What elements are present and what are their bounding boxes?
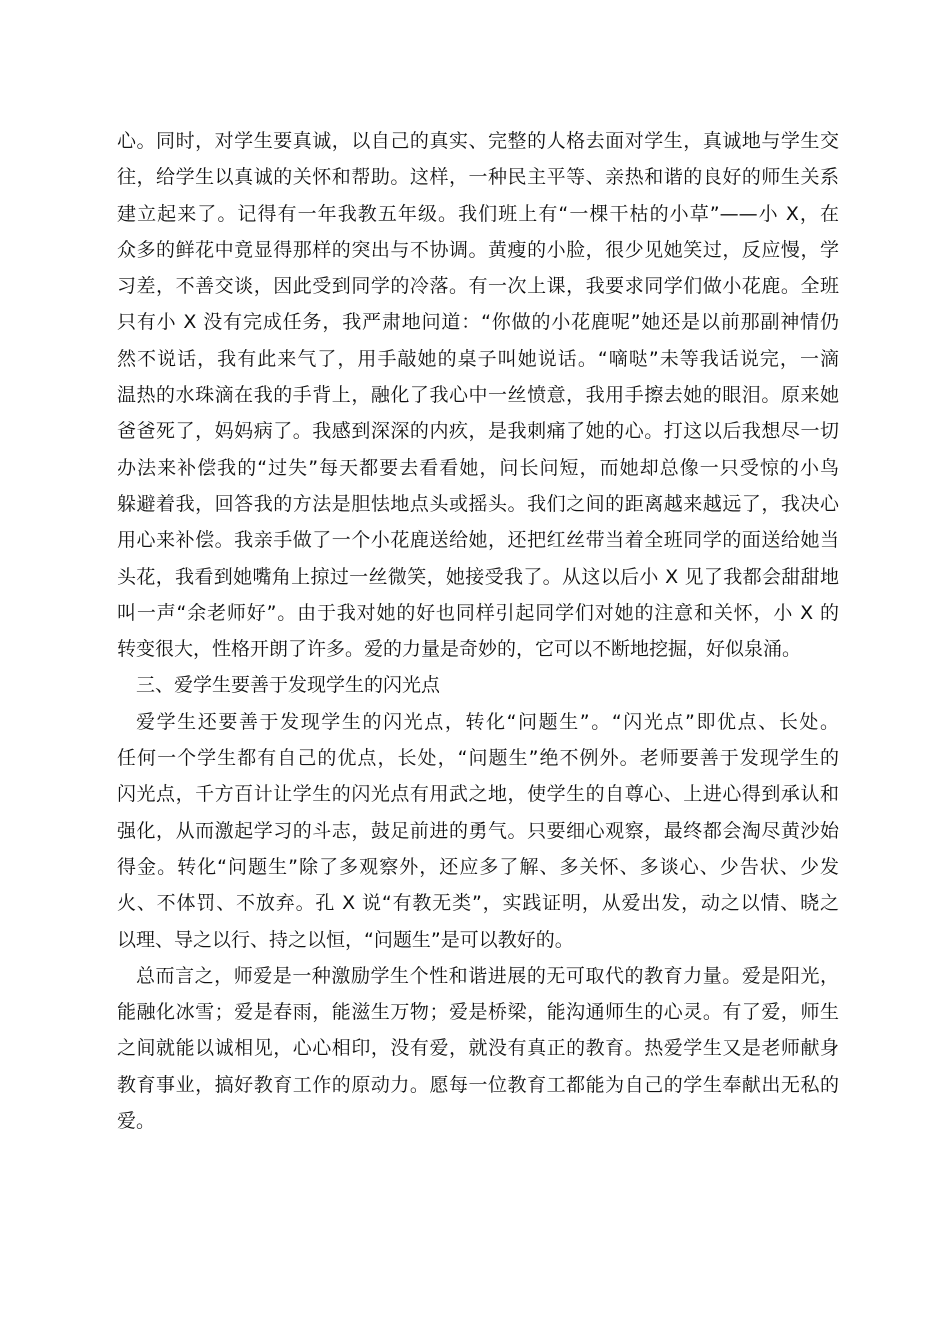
text-line: 爱学生还要善于发现学生的闪光点，转化“问题生”。“闪光点”即优点、长处。 xyxy=(136,710,839,733)
text-line: 闪光点，千方百计让学生的闪光点有用武之地，使学生的自尊心、上进心得到承认和 xyxy=(117,783,839,806)
text-line: 心。同时，对学生要真诚，以自己的真实、完整的人格去面对学生，真诚地与学生交 xyxy=(117,130,839,152)
text-line: 教育事业，搞好教育工作的原动力。愿每一位教育工都能为自己的学生奉献出无私的 xyxy=(117,1073,839,1096)
text-line: 头花，我看到她嘴角上掠过一丝微笑，她接受我了。从这以后小 X 见了我都会甜甜地 xyxy=(117,565,839,588)
text-line: 温热的水珠滴在我的手背上，融化了我心中一丝愤意，我用手擦去她的眼泪。原来她 xyxy=(117,384,839,407)
document-body xyxy=(117,123,839,1139)
text-line: 只有小 X 没有完成任务，我严肃地问道：“你做的小花鹿呢”她还是以前那副神情仍 xyxy=(117,311,839,334)
text-line: 之间就能以诚相见，心心相印，没有爱，就没有真正的教育。热爱学生又是老师献身 xyxy=(117,1037,839,1060)
paragraph-2 xyxy=(117,704,839,958)
paragraph-3 xyxy=(117,958,839,1139)
text-line: 总而言之，师爱是一种激励学生个性和谐进展的无可取代的教育力量。爱是阳光， xyxy=(136,964,839,987)
text-line: 爱。 xyxy=(117,1110,156,1133)
text-line: 建立起来了。记得有一年我教五年级。我们班上有“一棵干枯的小草”——小 X，在 xyxy=(117,202,839,225)
text-line: 爸爸死了，妈妈病了。我感到深深的内疚，是我刺痛了她的心。打这以后我想尽一切 xyxy=(117,420,839,443)
text-line: 用心来补偿。我亲手做了一个小花鹿送给她，还把红丝带当着全班同学的面送给她当 xyxy=(117,529,839,552)
text-line: 火、不体罚、不放弃。孔 X 说“有教无类”，实践证明，从爱出发，动之以情、晓之 xyxy=(117,892,839,915)
text-line: 办法来补偿我的“过失”每天都要去看看她，问长问短，而她却总像一只受惊的小鸟 xyxy=(117,456,839,479)
text-line: 以理、导之以行、持之以恒，“问题生”是可以教好的。 xyxy=(117,928,574,951)
text-line: 躲避着我，回答我的方法是胆怯地点头或摇头。我们之间的距离越来越远了，我决心 xyxy=(117,492,839,515)
text-line: 能融化冰雪；爱是春雨，能滋生万物；爱是桥梁，能沟通师生的心灵。有了爱，师生 xyxy=(117,1001,839,1024)
paragraph-1 xyxy=(117,123,839,667)
text-line: 任何一个学生都有自己的优点，长处，“问题生”绝不例外。老师要善于发现学生的 xyxy=(117,747,839,770)
text-line: 众多的鲜花中竟显得那样的突出与不协调。黄瘦的小脸，很少见她笑过，反应慢，学 xyxy=(117,238,839,261)
text-line: 然不说话，我有此来气了，用手敲她的桌子叫她说话。“嘀哒”未等我话说完，一滴 xyxy=(117,347,839,370)
text-line: 叫一声“余老师好”。由于我对她的好也同样引起同学们对她的注意和关怀，小 X 的 xyxy=(117,601,839,624)
text-line: 得金。转化“问题生”除了多观察外，还应多了解、多关怀、多谈心、少告状、少发 xyxy=(117,855,839,878)
text-line: 习差，不善交谈，因此受到同学的冷落。有一次上课，我要求同学们做小花鹿。全班 xyxy=(117,275,839,298)
text-line: 转变很大，性格开朗了许多。爱的力量是奇妙的，它可以不断地挖掘，好似泉涌。 xyxy=(117,638,802,661)
text-line: 强化，从而激起学习的斗志，鼓足前进的勇气。只要细心观察，最终都会淘尽黄沙始 xyxy=(117,819,839,842)
text-line: 往，给学生以真诚的关怀和帮助。这样，一种民主平等、亲热和谐的良好的师生关系 xyxy=(117,166,839,189)
section-heading: 三、爱学生要善于发现学生的闪光点 xyxy=(136,674,441,697)
